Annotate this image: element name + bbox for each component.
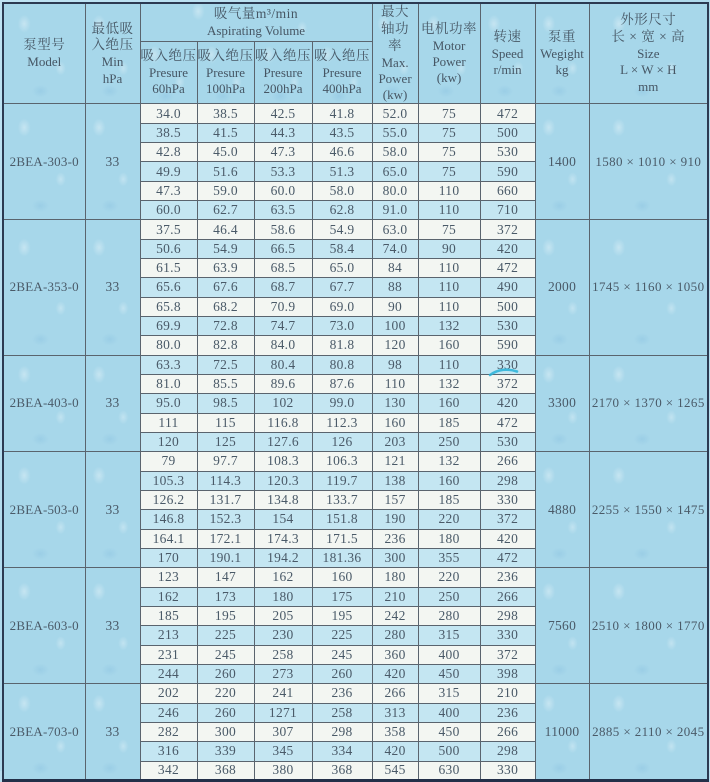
min-pressure-cell: 33: [85, 684, 140, 781]
header-pressure-60hpa: 吸入绝压 Presure 60hPa: [140, 42, 197, 104]
vol-100hpa-cell: 131.7: [197, 490, 254, 509]
max-power-cell: 160: [372, 413, 418, 432]
motor-power-cell: 185: [418, 490, 480, 509]
weight-cell: 11000: [535, 684, 589, 781]
max-power-cell: 52.0: [372, 104, 418, 123]
vol-200hpa-cell: 174.3: [254, 529, 312, 548]
vol-100hpa-cell: 172.1: [197, 529, 254, 548]
vol-200hpa-cell: 205: [254, 606, 312, 625]
vol-100hpa-cell: 125: [197, 432, 254, 451]
motor-power-cell: 450: [418, 722, 480, 741]
vol-200hpa-cell: 89.6: [254, 374, 312, 393]
motor-power-cell: 500: [418, 742, 480, 761]
vol-200hpa-cell: 70.9: [254, 297, 312, 316]
vol-100hpa-cell: 152.3: [197, 510, 254, 529]
vol-400hpa-cell: 46.6: [312, 143, 372, 162]
model-cell: 2BEA-353-0: [3, 220, 85, 355]
vol-100hpa-cell: 115: [197, 413, 254, 432]
vol-200hpa-cell: 120.3: [254, 471, 312, 490]
vol-400hpa-cell: 51.3: [312, 162, 372, 181]
vol-400hpa-cell: 133.7: [312, 490, 372, 509]
vol-400hpa-cell: 106.3: [312, 452, 372, 471]
vol-200hpa-cell: 241: [254, 684, 312, 703]
motor-power-cell: 132: [418, 316, 480, 335]
model-cell: 2BEA-703-0: [3, 684, 85, 781]
vol-400hpa-cell: 41.8: [312, 104, 372, 123]
max-power-cell: 313: [372, 703, 418, 722]
vol-400hpa-cell: 67.7: [312, 278, 372, 297]
vol-400hpa-cell: 65.0: [312, 259, 372, 278]
vol-400hpa-cell: 260: [312, 664, 372, 683]
vol-200hpa-cell: 66.5: [254, 239, 312, 258]
vol-60hpa-cell: 60.0: [140, 201, 197, 220]
speed-cell: 298: [480, 606, 535, 625]
header-model: 泵型号 Model: [3, 3, 85, 104]
speed-cell: 266: [480, 452, 535, 471]
vol-100hpa-cell: 51.6: [197, 162, 254, 181]
vol-200hpa-cell: 44.3: [254, 123, 312, 142]
max-power-cell: 210: [372, 587, 418, 606]
min-pressure-cell: 33: [85, 220, 140, 355]
speed-cell: 236: [480, 703, 535, 722]
max-power-cell: 80.0: [372, 181, 418, 200]
max-power-cell: 360: [372, 645, 418, 664]
max-power-cell: 358: [372, 722, 418, 741]
vol-200hpa-cell: 74.7: [254, 316, 312, 335]
vol-100hpa-cell: 85.5: [197, 374, 254, 393]
vol-200hpa-cell: 108.3: [254, 452, 312, 471]
vol-60hpa-cell: 185: [140, 606, 197, 625]
model-cell: 2BEA-403-0: [3, 355, 85, 452]
vol-100hpa-cell: 68.2: [197, 297, 254, 316]
vol-100hpa-cell: 260: [197, 703, 254, 722]
vol-100hpa-cell: 38.5: [197, 104, 254, 123]
speed-cell: 530: [480, 143, 535, 162]
vol-400hpa-cell: 160: [312, 568, 372, 587]
vol-60hpa-cell: 316: [140, 742, 197, 761]
motor-power-cell: 250: [418, 587, 480, 606]
max-power-cell: 300: [372, 548, 418, 567]
max-power-cell: 98: [372, 355, 418, 374]
max-power-cell: 65.0: [372, 162, 418, 181]
speed-cell: 330: [480, 626, 535, 645]
speed-cell: 420: [480, 394, 535, 413]
vol-60hpa-cell: 120: [140, 432, 197, 451]
vol-100hpa-cell: 114.3: [197, 471, 254, 490]
vol-60hpa-cell: 126.2: [140, 490, 197, 509]
motor-power-cell: 450: [418, 664, 480, 683]
vol-400hpa-cell: 112.3: [312, 413, 372, 432]
vol-60hpa-cell: 65.8: [140, 297, 197, 316]
header-weight: 泵重 Wegight kg: [535, 3, 589, 104]
spec-row: [3, 220, 708, 239]
vol-400hpa-cell: 334: [312, 742, 372, 761]
vol-200hpa-cell: 63.5: [254, 201, 312, 220]
vol-200hpa-cell: 53.3: [254, 162, 312, 181]
vol-60hpa-cell: 246: [140, 703, 197, 722]
vol-200hpa-cell: 60.0: [254, 181, 312, 200]
vol-400hpa-cell: 368: [312, 761, 372, 780]
vol-60hpa-cell: 111: [140, 413, 197, 432]
model-cell: 2BEA-503-0: [3, 452, 85, 568]
vol-60hpa-cell: 81.0: [140, 374, 197, 393]
speed-cell: 530: [480, 432, 535, 451]
max-power-cell: 157: [372, 490, 418, 509]
vol-400hpa-cell: 151.8: [312, 510, 372, 529]
max-power-cell: 84: [372, 259, 418, 278]
model-cell: 2BEA-603-0: [3, 568, 85, 684]
vol-60hpa-cell: 47.3: [140, 181, 197, 200]
speed-cell: 590: [480, 336, 535, 355]
model-cell: 2BEA-303-0: [3, 104, 85, 220]
vol-100hpa-cell: 98.5: [197, 394, 254, 413]
vol-200hpa-cell: 68.7: [254, 278, 312, 297]
max-power-cell: 130: [372, 394, 418, 413]
spec-row: [3, 104, 708, 123]
vol-60hpa-cell: 164.1: [140, 529, 197, 548]
speed-cell: 298: [480, 742, 535, 761]
vol-100hpa-cell: 63.9: [197, 259, 254, 278]
header-pressure-200hpa: 吸入绝压 Presure 200hPa: [254, 42, 312, 104]
max-power-cell: 203: [372, 432, 418, 451]
vol-100hpa-cell: 46.4: [197, 220, 254, 239]
vol-400hpa-cell: 175: [312, 587, 372, 606]
vol-200hpa-cell: 194.2: [254, 548, 312, 567]
motor-power-cell: 160: [418, 336, 480, 355]
vol-200hpa-cell: 230: [254, 626, 312, 645]
speed-cell: 472: [480, 259, 535, 278]
vol-60hpa-cell: 79: [140, 452, 197, 471]
vol-60hpa-cell: 61.5: [140, 259, 197, 278]
vol-60hpa-cell: 231: [140, 645, 197, 664]
speed-cell: 330: [480, 355, 535, 374]
motor-power-cell: 160: [418, 394, 480, 413]
speed-cell: 490: [480, 278, 535, 297]
vol-200hpa-cell: 116.8: [254, 413, 312, 432]
vol-100hpa-cell: 97.7: [197, 452, 254, 471]
speed-cell: 266: [480, 722, 535, 741]
speed-cell: 372: [480, 510, 535, 529]
motor-power-cell: 75: [418, 104, 480, 123]
vol-60hpa-cell: 146.8: [140, 510, 197, 529]
vol-100hpa-cell: 45.0: [197, 143, 254, 162]
spec-row: [3, 568, 708, 587]
vol-400hpa-cell: 126: [312, 432, 372, 451]
motor-power-cell: 400: [418, 703, 480, 722]
motor-power-cell: 110: [418, 259, 480, 278]
size-cell: 2885 × 2110 × 2045: [589, 684, 708, 781]
header-motor-power: 电机功率 Motor Power (kw): [418, 3, 480, 104]
vol-100hpa-cell: 225: [197, 626, 254, 645]
vol-200hpa-cell: 42.5: [254, 104, 312, 123]
vol-200hpa-cell: 134.8: [254, 490, 312, 509]
header-min-pressure: 最低吸入绝压 Min hPa: [85, 3, 140, 104]
vol-400hpa-cell: 195: [312, 606, 372, 625]
max-power-cell: 88: [372, 278, 418, 297]
weight-cell: 4880: [535, 452, 589, 568]
spec-row: [3, 684, 708, 703]
max-power-cell: 100: [372, 316, 418, 335]
speed-cell: 472: [480, 104, 535, 123]
vol-60hpa-cell: 202: [140, 684, 197, 703]
vol-100hpa-cell: 190.1: [197, 548, 254, 567]
motor-power-cell: 75: [418, 220, 480, 239]
vol-60hpa-cell: 37.5: [140, 220, 197, 239]
vol-100hpa-cell: 339: [197, 742, 254, 761]
vol-200hpa-cell: 380: [254, 761, 312, 780]
vol-100hpa-cell: 173: [197, 587, 254, 606]
vol-400hpa-cell: 81.8: [312, 336, 372, 355]
vol-200hpa-cell: 84.0: [254, 336, 312, 355]
speed-cell: 500: [480, 123, 535, 142]
vol-100hpa-cell: 368: [197, 761, 254, 780]
max-power-cell: 120: [372, 336, 418, 355]
vol-100hpa-cell: 82.8: [197, 336, 254, 355]
vol-200hpa-cell: 1271: [254, 703, 312, 722]
max-power-cell: 55.0: [372, 123, 418, 142]
motor-power-cell: 355: [418, 548, 480, 567]
motor-power-cell: 132: [418, 374, 480, 393]
vol-400hpa-cell: 236: [312, 684, 372, 703]
size-cell: 2255 × 1550 × 1475: [589, 452, 708, 568]
weight-cell: 3300: [535, 355, 589, 452]
header-size: 外形尺寸 长 × 宽 × 高 Size L × W × H mm: [589, 3, 708, 104]
max-power-cell: 91.0: [372, 201, 418, 220]
vol-60hpa-cell: 34.0: [140, 104, 197, 123]
max-power-cell: 242: [372, 606, 418, 625]
speed-cell: 266: [480, 587, 535, 606]
vol-60hpa-cell: 80.0: [140, 336, 197, 355]
motor-power-cell: 110: [418, 181, 480, 200]
vol-100hpa-cell: 72.5: [197, 355, 254, 374]
vol-200hpa-cell: 162: [254, 568, 312, 587]
vol-60hpa-cell: 69.9: [140, 316, 197, 335]
weight-cell: 2000: [535, 220, 589, 355]
motor-power-cell: 180: [418, 529, 480, 548]
speed-cell: 500: [480, 297, 535, 316]
max-power-cell: 420: [372, 664, 418, 683]
max-power-cell: 138: [372, 471, 418, 490]
min-pressure-cell: 33: [85, 452, 140, 568]
motor-power-cell: 185: [418, 413, 480, 432]
vol-60hpa-cell: 50.6: [140, 239, 197, 258]
motor-power-cell: 280: [418, 606, 480, 625]
speed-cell: 660: [480, 181, 535, 200]
table-header: [3, 3, 708, 104]
max-power-cell: 180: [372, 568, 418, 587]
motor-power-cell: 75: [418, 143, 480, 162]
min-pressure-cell: 33: [85, 355, 140, 452]
vol-60hpa-cell: 105.3: [140, 471, 197, 490]
vol-60hpa-cell: 244: [140, 664, 197, 683]
vol-400hpa-cell: 43.5: [312, 123, 372, 142]
speed-cell: 372: [480, 220, 535, 239]
max-power-cell: 121: [372, 452, 418, 471]
speed-cell: 372: [480, 645, 535, 664]
pump-spec-table: [2, 2, 709, 782]
max-power-cell: 90: [372, 297, 418, 316]
max-power-cell: 190: [372, 510, 418, 529]
vol-400hpa-cell: 119.7: [312, 471, 372, 490]
header-pressure-100hpa: 吸入绝压 Presure 100hPa: [197, 42, 254, 104]
motor-power-cell: 90: [418, 239, 480, 258]
motor-power-cell: 75: [418, 123, 480, 142]
vol-200hpa-cell: 273: [254, 664, 312, 683]
speed-cell: 710: [480, 201, 535, 220]
size-cell: 1745 × 1160 × 1050: [589, 220, 708, 355]
speed-cell: 398: [480, 664, 535, 683]
speed-cell: 530: [480, 316, 535, 335]
vol-200hpa-cell: 68.5: [254, 259, 312, 278]
speed-cell: 210: [480, 684, 535, 703]
spec-row: [3, 355, 708, 374]
vol-200hpa-cell: 102: [254, 394, 312, 413]
vol-400hpa-cell: 225: [312, 626, 372, 645]
motor-power-cell: 250: [418, 432, 480, 451]
vol-400hpa-cell: 80.8: [312, 355, 372, 374]
vol-60hpa-cell: 65.6: [140, 278, 197, 297]
vol-400hpa-cell: 87.6: [312, 374, 372, 393]
vol-200hpa-cell: 47.3: [254, 143, 312, 162]
motor-power-cell: 160: [418, 471, 480, 490]
header-speed: 转速 Speed r/min: [480, 3, 535, 104]
vol-200hpa-cell: 258: [254, 645, 312, 664]
weight-cell: 1400: [535, 104, 589, 220]
vol-400hpa-cell: 298: [312, 722, 372, 741]
vol-60hpa-cell: 38.5: [140, 123, 197, 142]
size-cell: 1580 × 1010 × 910: [589, 104, 708, 220]
speed-cell: 330: [480, 761, 535, 780]
size-cell: 2510 × 1800 × 1770: [589, 568, 708, 684]
vol-200hpa-cell: 80.4: [254, 355, 312, 374]
spec-row: [3, 452, 708, 471]
motor-power-cell: 132: [418, 452, 480, 471]
speed-cell: 590: [480, 162, 535, 181]
motor-power-cell: 110: [418, 355, 480, 374]
vol-400hpa-cell: 258: [312, 703, 372, 722]
vol-100hpa-cell: 59.0: [197, 181, 254, 200]
vol-100hpa-cell: 195: [197, 606, 254, 625]
vol-400hpa-cell: 73.0: [312, 316, 372, 335]
vol-60hpa-cell: 170: [140, 548, 197, 567]
vol-60hpa-cell: 42.8: [140, 143, 197, 162]
table-body: [3, 104, 708, 780]
vol-400hpa-cell: 69.0: [312, 297, 372, 316]
header-max-power: 最大轴功率 Max. Power (kw): [372, 3, 418, 104]
vol-400hpa-cell: 171.5: [312, 529, 372, 548]
vol-400hpa-cell: 99.0: [312, 394, 372, 413]
vol-100hpa-cell: 72.8: [197, 316, 254, 335]
header-aspirating-volume-group: 吸气量m³/min Aspirating Volume: [140, 3, 372, 42]
vol-400hpa-cell: 58.0: [312, 181, 372, 200]
max-power-cell: 110: [372, 374, 418, 393]
vol-100hpa-cell: 62.7: [197, 201, 254, 220]
min-pressure-cell: 33: [85, 568, 140, 684]
vol-60hpa-cell: 162: [140, 587, 197, 606]
max-power-cell: 280: [372, 626, 418, 645]
size-cell: 2170 × 1370 × 1265: [589, 355, 708, 452]
max-power-cell: 236: [372, 529, 418, 548]
speed-cell: 472: [480, 413, 535, 432]
vol-60hpa-cell: 342: [140, 761, 197, 780]
vol-60hpa-cell: 123: [140, 568, 197, 587]
vol-60hpa-cell: 49.9: [140, 162, 197, 181]
vol-100hpa-cell: 41.5: [197, 123, 254, 142]
motor-power-cell: 75: [418, 162, 480, 181]
max-power-cell: 63.0: [372, 220, 418, 239]
vol-100hpa-cell: 300: [197, 722, 254, 741]
vol-200hpa-cell: 154: [254, 510, 312, 529]
max-power-cell: 420: [372, 742, 418, 761]
vol-200hpa-cell: 180: [254, 587, 312, 606]
min-pressure-cell: 33: [85, 104, 140, 220]
motor-power-cell: 315: [418, 626, 480, 645]
vol-400hpa-cell: 54.9: [312, 220, 372, 239]
speed-cell: 472: [480, 548, 535, 567]
max-power-cell: 58.0: [372, 143, 418, 162]
motor-power-cell: 400: [418, 645, 480, 664]
vol-100hpa-cell: 245: [197, 645, 254, 664]
vol-60hpa-cell: 95.0: [140, 394, 197, 413]
motor-power-cell: 110: [418, 278, 480, 297]
header-pressure-400hpa: 吸入绝压 Presure 400hPa: [312, 42, 372, 104]
speed-cell: 298: [480, 471, 535, 490]
vol-60hpa-cell: 213: [140, 626, 197, 645]
vol-100hpa-cell: 54.9: [197, 239, 254, 258]
speed-cell: 236: [480, 568, 535, 587]
vol-100hpa-cell: 220: [197, 684, 254, 703]
vol-100hpa-cell: 260: [197, 664, 254, 683]
motor-power-cell: 630: [418, 761, 480, 780]
vol-400hpa-cell: 62.8: [312, 201, 372, 220]
speed-cell: 420: [480, 529, 535, 548]
motor-power-cell: 110: [418, 297, 480, 316]
vol-400hpa-cell: 245: [312, 645, 372, 664]
vol-60hpa-cell: 63.3: [140, 355, 197, 374]
motor-power-cell: 110: [418, 201, 480, 220]
vol-200hpa-cell: 127.6: [254, 432, 312, 451]
vol-200hpa-cell: 307: [254, 722, 312, 741]
vol-200hpa-cell: 345: [254, 742, 312, 761]
vol-400hpa-cell: 58.4: [312, 239, 372, 258]
speed-cell: 420: [480, 239, 535, 258]
speed-cell: 330: [480, 490, 535, 509]
vol-100hpa-cell: 67.6: [197, 278, 254, 297]
weight-cell: 7560: [535, 568, 589, 684]
vol-200hpa-cell: 58.6: [254, 220, 312, 239]
max-power-cell: 266: [372, 684, 418, 703]
motor-power-cell: 220: [418, 568, 480, 587]
motor-power-cell: 315: [418, 684, 480, 703]
vol-400hpa-cell: 181.36: [312, 548, 372, 567]
vol-60hpa-cell: 282: [140, 722, 197, 741]
motor-power-cell: 220: [418, 510, 480, 529]
speed-cell: 372: [480, 374, 535, 393]
vol-100hpa-cell: 147: [197, 568, 254, 587]
max-power-cell: 545: [372, 761, 418, 780]
max-power-cell: 74.0: [372, 239, 418, 258]
